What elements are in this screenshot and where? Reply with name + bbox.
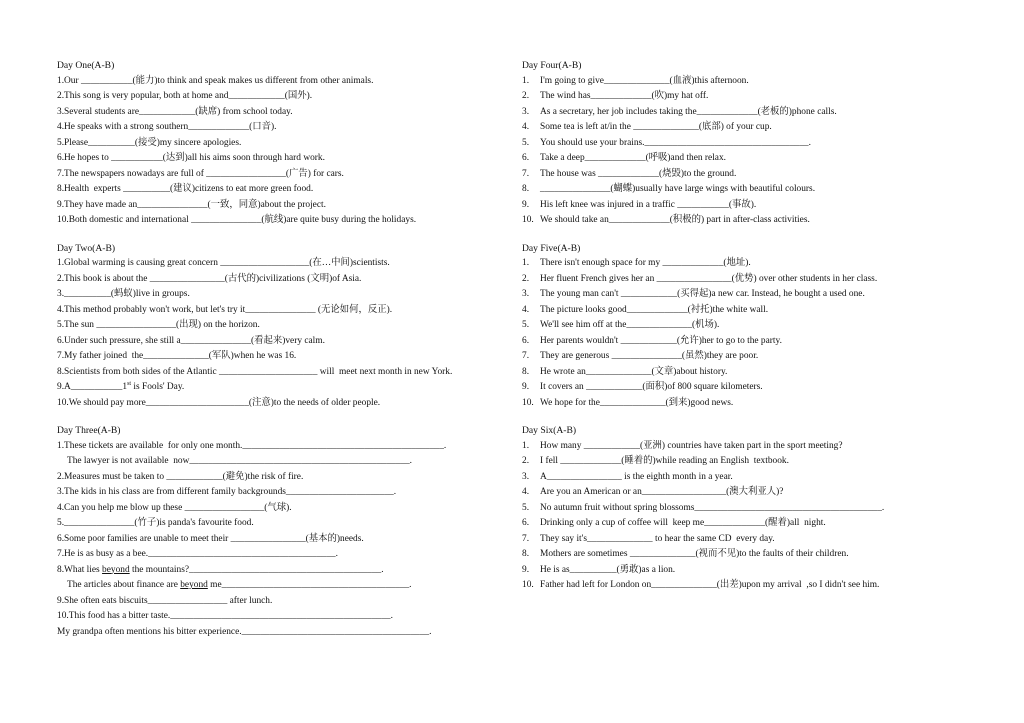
question-line [57, 454, 497, 470]
question-number: 5. [522, 320, 530, 330]
question-text: It covers an ____________(面积)of 800 square kilometers. [540, 382, 763, 392]
question-line [57, 625, 497, 641]
question-number: 5. [57, 137, 65, 148]
question-number: 1. [522, 440, 530, 451]
question-number: 10. [522, 215, 534, 225]
question-number: 10. [522, 397, 534, 408]
question-line [522, 272, 962, 288]
question-line [57, 532, 497, 548]
question-number: 2. [57, 91, 65, 101]
question-text: Take a deep_____________(呼吸)and then relax. [540, 153, 727, 163]
question-text: This method probably won't work, but let's try it_______________ (无论如何，反正). [64, 304, 393, 315]
question-line [522, 136, 962, 152]
question-line [57, 501, 497, 517]
question-number: 7. [522, 168, 530, 179]
question-text: _______________(蝴蝶)usually have large wings with beautiful colours. [540, 184, 816, 194]
question-line [522, 74, 962, 90]
question-text: Her parents wouldn't ____________(允许)her to go to the party. [540, 335, 782, 346]
question-line [57, 563, 497, 579]
question-number: 5. [522, 502, 530, 513]
question-text: I'm going to give______________(血液)this afternoon. [540, 75, 749, 86]
question-text: He hopes to ___________(达到)all his aims soon through hard work. [64, 153, 325, 163]
question-text: He speaks with a strong southern_____________(口音). [64, 122, 277, 132]
question-line [522, 105, 962, 121]
question-line [57, 120, 497, 136]
question-line [522, 365, 962, 381]
question-number: 1. [57, 75, 65, 86]
question-line [57, 578, 497, 594]
day-title: Day Four(A-B) [522, 60, 582, 71]
question-number: 2. [57, 471, 65, 482]
day-title: Day Six(A-B) [522, 425, 577, 436]
day-section [57, 241, 497, 412]
question-number: 3. [57, 289, 65, 299]
question-number: 4. [522, 304, 530, 315]
question-number: 2. [522, 273, 530, 284]
question-number: 4. [522, 122, 530, 132]
question-line [522, 547, 962, 563]
question-number: 7. [522, 351, 530, 361]
question-text: This food has a bitter taste._______________________________________________. [68, 611, 393, 621]
question-text: The young man can't ____________(买得起)a new car. Instead, he bought a used one. [540, 289, 865, 299]
question-text: My father joined the______________(军队)when he was 16. [64, 351, 297, 361]
question-line [522, 396, 962, 412]
question-line [522, 454, 962, 470]
question-number: 4. [522, 487, 530, 497]
question-number: 7. [57, 549, 65, 559]
question-line [522, 380, 962, 396]
question-number: 7. [57, 351, 65, 361]
question-text: Some poor families are unable to meet their ________________(基本的)needs. [64, 533, 364, 544]
question-text: A___________1st is Fools' Day. [64, 380, 185, 392]
question-line [522, 151, 962, 167]
question-line [57, 74, 497, 90]
question-text: __________(蚂蚁)live in groups. [64, 289, 190, 299]
question-line [57, 303, 497, 319]
question-text: Measures must be taken to ____________(避免)the risk of fire. [64, 471, 304, 482]
question-text: _______________(竹子)is panda's favourite food. [64, 518, 254, 528]
day-section [522, 423, 962, 594]
question-text: No autumn fruit without spring blossoms________________________________________. [540, 502, 885, 513]
question-number: 6. [522, 335, 530, 346]
question-line [57, 365, 497, 381]
question-text: Health experts __________(建议)citizens to eat more green food. [64, 184, 314, 194]
day-title: Day Two(A-B) [57, 242, 116, 254]
question-number: 6. [522, 153, 530, 163]
question-number: 2. [522, 91, 530, 101]
question-text: Under such pressure, she still a_______________(看起来)very calm. [64, 335, 325, 346]
question-number: 9. [57, 595, 65, 606]
question-line [57, 287, 497, 303]
question-line [57, 105, 497, 121]
question-line [522, 167, 962, 183]
day-section [57, 58, 497, 229]
question-number: 3. [522, 289, 530, 299]
left-column [57, 58, 497, 652]
day-section [522, 58, 962, 229]
question-line [522, 516, 962, 532]
question-text: Father had left for London on______________(出差)upon my arrival ,so I didn't see him. [540, 580, 880, 590]
question-line [522, 287, 962, 303]
question-number: 5. [57, 518, 65, 528]
question-line [522, 318, 962, 334]
question-text: These tickets are available for only one month.___________________________________________. [64, 440, 447, 451]
question-text: He is as busy as a bee.________________________________________. [64, 549, 338, 559]
question-text: We hope for the______________(到来)good news. [540, 397, 734, 408]
question-number: 5. [57, 320, 65, 330]
question-number: 9. [522, 382, 530, 392]
question-line [57, 547, 497, 563]
question-text: They have made an_______________(一致，同意)about the project. [64, 199, 326, 210]
question-text: This song is very popular, both at home and____________(国外). [64, 91, 313, 101]
question-number: 8. [57, 366, 65, 377]
question-line [57, 318, 497, 334]
question-number: 4. [57, 502, 65, 513]
question-number: 10. [522, 580, 534, 590]
question-line [57, 470, 497, 486]
question-line [57, 151, 497, 167]
question-number: 8. [522, 549, 530, 559]
question-number: 3. [57, 106, 65, 117]
day-section [522, 241, 962, 412]
question-number: 8. [522, 366, 530, 377]
question-text: Drinking only a cup of coffee will keep me_____________(醒着)all night. [540, 518, 826, 528]
question-text: The articles about finance are beyond me________________________________________. [67, 580, 412, 590]
question-number: 2. [57, 273, 65, 284]
question-text: She often eats biscuits_________________ after lunch. [64, 595, 273, 606]
question-text: We should take an_____________(积极的) part in after-class activities. [540, 215, 810, 225]
question-number: 6. [57, 335, 65, 346]
question-number: 6. [57, 533, 65, 544]
question-text: They say it's______________ to hear the same CD every day. [540, 533, 775, 544]
question-number: 3. [57, 487, 65, 497]
question-line [57, 334, 497, 350]
question-line [57, 256, 497, 272]
question-text: This book is about the ________________(古代的)civilizations (文明)of Asia. [64, 273, 362, 284]
question-line [522, 578, 962, 594]
question-line [57, 485, 497, 501]
question-text: Her fluent French gives her an ________________(优势) over other students in her class. [540, 273, 878, 284]
question-line [57, 516, 497, 532]
question-text: The sun _________________(出现) on the horizon. [64, 320, 260, 330]
question-number: 7. [57, 168, 65, 179]
question-text: The kids in his class are from different family backgrounds_______________________. [64, 487, 397, 497]
day-title: Day Three(A-B) [57, 425, 121, 436]
question-text: A________________ is the eighth month in a year. [540, 471, 733, 482]
question-text: The wind has_____________(吹)my hat off. [540, 91, 709, 101]
question-line [522, 470, 962, 486]
question-text: We'll see him off at the______________(机场). [540, 320, 720, 330]
question-text: Some tea is left at/in the ______________(底部) of your cup. [540, 122, 772, 132]
question-number: 10. [57, 215, 69, 225]
question-line [57, 136, 497, 152]
question-line [522, 256, 962, 272]
question-line [57, 198, 497, 214]
question-text: We should pay more______________________(注意)to the needs of older people. [68, 397, 381, 408]
question-number: 2. [522, 456, 530, 466]
question-text: Both domestic and international _______________(航线)are quite busy during the holidays. [68, 215, 417, 225]
question-number: 4. [57, 304, 65, 315]
question-line [57, 396, 497, 412]
question-text: The house was _____________(烧毁)to the ground. [540, 168, 737, 179]
question-line [522, 120, 962, 136]
question-number: 1. [522, 75, 530, 86]
question-line [522, 501, 962, 517]
question-line [57, 594, 497, 610]
question-text: What lies beyond the mountains?_________________________________________. [64, 564, 384, 575]
question-text: Please__________(接受)my sincere apologies. [64, 137, 242, 148]
question-text: Our ___________(能力)to think and speak makes us different from other animals. [64, 75, 374, 86]
question-text: Mothers are sometimes ______________(视而不见)to the faults of their children. [540, 549, 849, 559]
question-line [522, 182, 962, 198]
question-text: Are you an American or an__________________(澳大利亚人)? [540, 487, 784, 497]
question-line [57, 609, 497, 625]
question-line [57, 349, 497, 365]
question-text: Global warming is causing great concern ___________________(在…中间)scientists. [64, 258, 390, 268]
question-line [57, 89, 497, 105]
day-section [57, 423, 497, 640]
question-line [57, 213, 497, 229]
question-number: 10. [57, 397, 69, 408]
question-number: 1. [522, 258, 530, 268]
question-text: He wrote an______________(文章)about history. [540, 366, 728, 377]
question-number: 9. [522, 199, 530, 210]
question-line [57, 167, 497, 183]
question-number: 8. [57, 184, 65, 194]
day-title: Day One(A-B) [57, 60, 115, 71]
question-line [57, 272, 497, 288]
question-line [522, 213, 962, 229]
question-line [522, 349, 962, 365]
question-text: He is as__________(勇敢)as a lion. [540, 564, 676, 575]
question-text: You should use your brains.___________________________________. [540, 137, 811, 148]
question-line [522, 532, 962, 548]
question-number: 5. [522, 137, 530, 148]
question-line [57, 380, 497, 396]
question-text: Several students are____________(缺席) from school today. [64, 106, 293, 117]
question-number: 10. [57, 611, 69, 621]
question-text: His left knee was injured in a traffic ___________(事故). [540, 199, 757, 210]
day-title: Day Five(A-B) [522, 242, 581, 254]
question-line [57, 439, 497, 455]
question-text: I fell _____________(睡着的)while reading an English textbook. [540, 456, 789, 466]
question-number: 3. [522, 106, 530, 117]
question-line [57, 182, 497, 198]
question-text: The picture looks good_____________(衬托)the white wall. [540, 304, 769, 315]
question-line [522, 334, 962, 350]
question-number: 9. [522, 564, 530, 575]
question-line [522, 303, 962, 319]
question-number: 7. [522, 533, 530, 544]
question-text: The newspapers nowadays are full of _________________(广告) for cars. [64, 168, 344, 179]
question-text: Can you help me blow up these _________________(气球). [64, 502, 292, 513]
question-number: 9. [57, 382, 65, 392]
question-text: The lawyer is not available now_______________________________________________. [67, 456, 413, 466]
question-number: 8. [522, 184, 530, 194]
question-line [522, 485, 962, 501]
question-text: There isn't enough space for my _____________(地址). [540, 258, 751, 268]
question-line [522, 439, 962, 455]
question-number: 6. [522, 518, 530, 528]
question-number: 4. [57, 122, 65, 132]
question-number: 1. [57, 258, 65, 268]
question-line [522, 198, 962, 214]
question-text: Scientists from both sides of the Atlantic _____________________ will meet next month in new York. [64, 366, 453, 377]
question-number: 9. [57, 199, 65, 210]
question-text: As a secretary, her job includes taking the_____________(老板的)phone calls. [540, 106, 837, 117]
question-number: 1. [57, 440, 65, 451]
question-line [522, 89, 962, 105]
question-line [522, 563, 962, 579]
question-number: 6. [57, 153, 65, 163]
question-number: 3. [522, 471, 530, 482]
question-text: They are generous _______________(虽然)they are poor. [540, 351, 759, 361]
question-number: 8. [57, 564, 65, 575]
question-text: My grandpa often mentions his bitter experience.________________________________________. [57, 626, 432, 637]
right-column [522, 58, 962, 606]
question-text: How many ____________(亚洲) countries have taken part in the sport meeting? [540, 440, 843, 451]
